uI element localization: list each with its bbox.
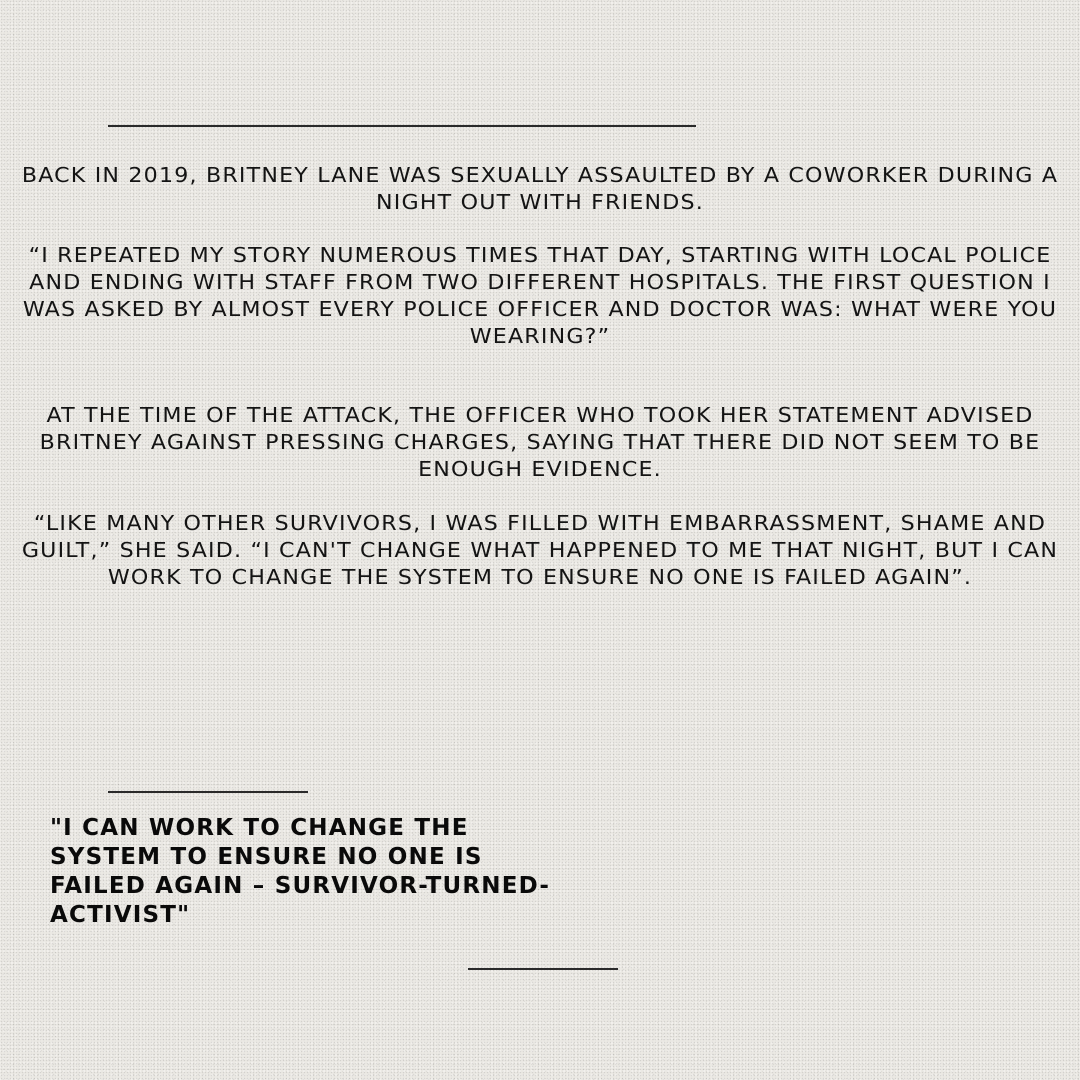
- quote-top-divider-line: [108, 791, 308, 793]
- paragraph-intro: BACK IN 2019, BRITNEY LANE WAS SEXUALLY ASSAULTED BY A COWORKER DURING A NIGHT OUT WITH FRIENDS.: [21, 163, 1059, 214]
- pull-quote: "I CAN WORK TO CHANGE THE SYSTEM TO ENSURE NO ONE IS FAILED AGAIN – SURVIVOR-TURNED- ACTIVIST": [50, 815, 551, 928]
- top-divider-line: [108, 125, 696, 127]
- paragraph-quote-survivors: “LIKE MANY OTHER SURVIVORS, I WAS FILLED WITH EMBARRASSMENT, SHAME AND GUILT,” SHE SAID. “I CAN'T CHANGE WHAT HAPPENED TO ME THAT NIGHT, BUT I CAN WORK TO CHANGE THE SYSTEM TO ENSURE NO ONE IS FAILED AGAIN”.: [21, 511, 1059, 589]
- quote-bottom-divider-line: [468, 968, 618, 970]
- paragraph-officer-advice: AT THE TIME OF THE ATTACK, THE OFFICER WHO TOOK HER STATEMENT ADVISED BRITNEY AGAINST PRESSING CHARGES, SAYING THAT THERE DID NOT SEEM TO BE ENOUGH EVIDENCE.: [39, 403, 1041, 481]
- paragraph-quote-story: “I REPEATED MY STORY NUMEROUS TIMES THAT DAY, STARTING WITH LOCAL POLICE AND ENDING WITH STAFF FROM TWO DIFFERENT HOSPITALS. THE FIRST QUESTION I WAS ASKED BY ALMOST EVERY POLICE OFFICER AND DOCTOR WAS: WHAT WERE YOU WEARING?”: [22, 243, 1058, 348]
